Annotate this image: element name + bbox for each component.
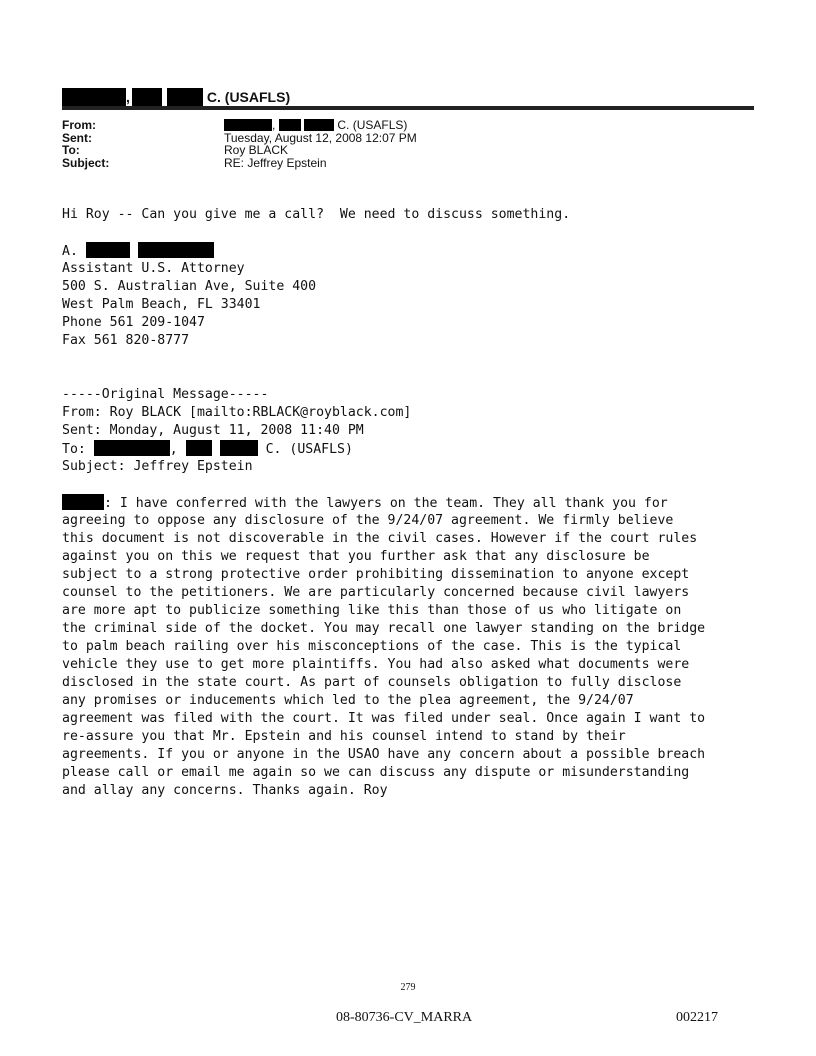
case-number: 08-80736-CV_MARRA — [336, 1010, 473, 1025]
sent-value: Tuesday, August 12, 2008 12:07 PM — [224, 130, 417, 145]
signature-name-line — [62, 242, 214, 261]
original-sent: Sent: Monday, August 11, 2008 11:40 PM — [62, 423, 364, 438]
original-body-line: agreeing to oppose any disclosure of the 9/24/07 agreement. We firmly believe — [62, 513, 674, 528]
signature-address2: West Palm Beach, FL 33401 — [62, 297, 261, 312]
redaction-block — [94, 440, 170, 456]
original-subject: Subject: Jeffrey Epstein — [62, 459, 253, 474]
redaction-block — [138, 242, 214, 258]
signature-address1: 500 S. Australian Ave, Suite 400 — [62, 279, 317, 294]
from-label: From: — [62, 118, 96, 132]
original-to: To: , C. (USAFLS) — [62, 442, 353, 457]
original-body-line: to palm beach railing over his misconceptions of the case. This is the typical — [62, 639, 682, 654]
email-title-bar: , C. (USAFLS) — [62, 88, 754, 106]
signature-fax: Fax 561 820-8777 — [62, 333, 190, 348]
sent-label: Sent: — [62, 130, 92, 145]
original-body-line: disclosed in the state court. As part of counsels obligation to fully disclose — [62, 675, 682, 690]
original-body-line: agreements. If you or anyone in the USAO have any concern about a possible breach — [62, 747, 706, 762]
original-body-line: the criminal side of the docket. You may recall one lawyer standing on the bridge — [62, 621, 706, 636]
redaction-block — [62, 88, 126, 106]
original-to-suffix: C. (USAFLS) — [265, 442, 353, 457]
original-body-line: agreement was filed with the court. It was filed under seal. Once again I want to — [62, 711, 706, 726]
original-body-line: against you on this we request that you further ask that any disclosure be — [62, 549, 650, 564]
bates-number: 002217 — [676, 1010, 718, 1025]
header-to-row — [62, 144, 417, 157]
subject-value: RE: Jeffrey Epstein — [224, 155, 327, 170]
header-subject-row — [62, 157, 417, 170]
from-suffix: C. (USAFLS) — [337, 118, 408, 132]
to-value: Roy BLACK — [224, 143, 289, 157]
redaction-block — [167, 88, 203, 106]
subject-label: Subject: — [62, 155, 110, 170]
page-number: 279 — [400, 982, 416, 993]
original-body-line: any promises or inducements which led to the plea agreement, the 9/24/07 — [62, 693, 634, 708]
original-body-line: re-assure you that Mr. Epstein and his counsel intend to stand by their — [62, 729, 626, 744]
signature-title: Assistant U.S. Attorney — [62, 261, 245, 276]
redaction-block — [279, 119, 301, 131]
to-label: To: — [62, 143, 80, 157]
redaction-block — [220, 440, 258, 456]
body-first-text: : I have conferred with the lawyers on the team. They all thank you for — [104, 496, 668, 511]
title-rule — [62, 106, 754, 110]
original-body-line: subject to a strong protective order prohibiting dissemination to anyone except — [62, 567, 690, 582]
original-to-prefix: To: — [62, 442, 86, 457]
redaction-block — [62, 494, 104, 510]
original-from: From: Roy BLACK [mailto:RBLACK@royblack.com] — [62, 405, 412, 420]
email-header — [62, 119, 417, 169]
title-suffix: C. (USAFLS) — [206, 89, 291, 105]
redaction-block — [224, 119, 272, 131]
original-body-first-line — [62, 494, 668, 513]
original-divider: -----Original Message----- — [62, 387, 269, 402]
original-body-line: are more apt to publicize something like this than those of us who litigate on — [62, 603, 682, 618]
signature-phone: Phone 561 209-1047 — [62, 315, 205, 330]
redaction-block — [132, 88, 162, 106]
original-body-line: counsel to the petitioners. We are particularly concerned because civil lawyers — [62, 585, 690, 600]
reply-greeting: Hi Roy -- Can you give me a call? We need to discuss something. — [62, 207, 571, 222]
header-from-row — [62, 119, 417, 132]
redaction-block — [86, 242, 130, 258]
sig-initial: A. — [62, 244, 78, 259]
original-body-line: vehicle they use to get more plaintiffs. You had also asked what documents were — [62, 657, 690, 672]
original-body-line: this document is not discoverable in the civil cases. However if the court rules — [62, 531, 698, 546]
redaction-block — [304, 119, 334, 131]
redaction-block — [186, 440, 212, 456]
from-value: , C. (USAFLS) — [224, 119, 407, 132]
original-body-line: and allay any concerns. Thanks again. Roy — [62, 783, 388, 798]
original-body-line: please call or email me again so we can discuss any dispute or misunderstanding — [62, 765, 690, 780]
